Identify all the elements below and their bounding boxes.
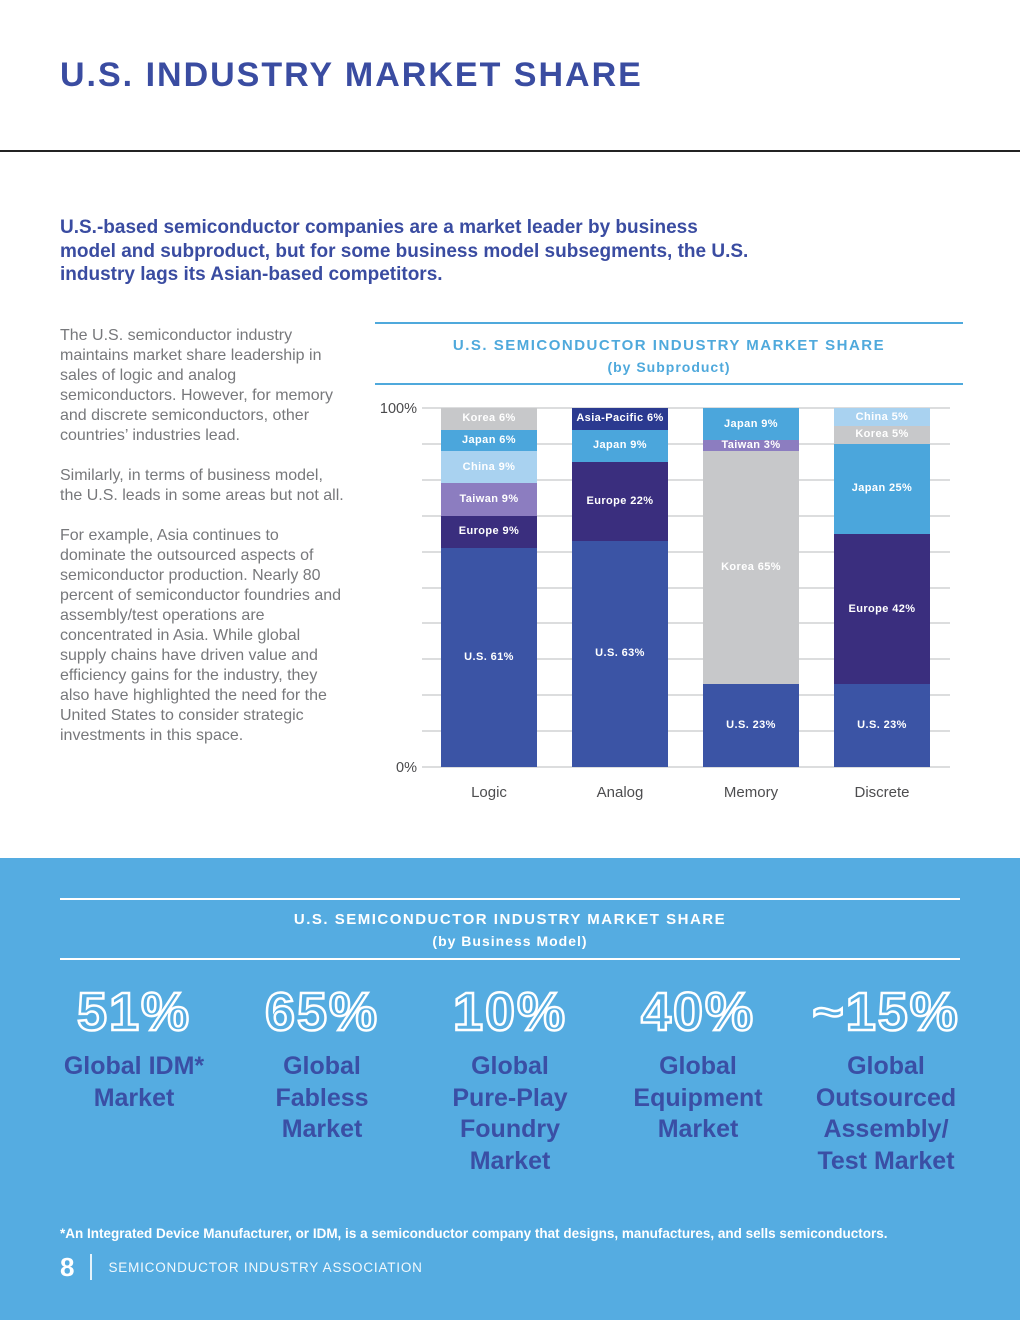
stacked-bar-discrete xyxy=(834,408,930,767)
section-subtitle: (by Business Model) xyxy=(432,933,588,949)
bar-segment-label: Japan 9% xyxy=(724,417,778,430)
subproduct-market-share-chart xyxy=(375,322,963,812)
bar-segment-label: Europe 9% xyxy=(458,525,520,538)
stacked-bar-analog xyxy=(572,408,668,767)
bar-segment xyxy=(441,548,537,767)
stat-value: 40% xyxy=(640,982,756,1042)
stat-label-line: Foundry xyxy=(460,1115,560,1143)
bar-segment-label: Taiwan 3% xyxy=(721,439,781,452)
bar-segment xyxy=(834,408,930,426)
bar-segment-label: China 9% xyxy=(462,460,516,473)
stat-column xyxy=(40,983,228,1177)
bar-segment xyxy=(703,684,799,767)
stat-label-line: Market xyxy=(93,1083,175,1112)
bar-segment-label: Japan 6% xyxy=(462,433,516,446)
bar-segment-label: Japan 25% xyxy=(851,482,913,495)
bar-segment xyxy=(572,541,668,767)
header-divider xyxy=(0,150,1020,152)
body-paragraph: For example, Asia continues to dominate the outsourced aspects of semiconductor production. Nearly 80 percent of semiconductor foundries and assembly/test operations are concentrated in Asia. While global supply chains have driven value and efficiency gains for the industry, they also have highlighted the need for the United States to consider strategic investments in this space. xyxy=(60,527,342,744)
bar-segment xyxy=(834,534,930,685)
stat-label-line: Global IDM* xyxy=(63,1052,205,1080)
stat-column xyxy=(228,983,416,1177)
stats-row xyxy=(40,983,980,1177)
bar-segment-label: Korea 5% xyxy=(855,428,909,441)
bar-segment xyxy=(441,408,537,430)
bar-segment-label: U.S. 61% xyxy=(464,651,514,663)
body-paragraph: Similarly, in terms of business model, the U.S. leads in some areas but not all. xyxy=(60,467,344,504)
page-footer xyxy=(60,1252,423,1282)
stat-label-line: Test Market xyxy=(817,1146,955,1175)
bar-segment-label: China 5% xyxy=(855,410,909,423)
stat-label-line: Global xyxy=(847,1052,925,1080)
bar-segment xyxy=(572,462,668,541)
bar-segment xyxy=(703,440,799,451)
body-paragraph: The U.S. semiconductor industry maintains market share leadership in sales of logic and analog semiconductors. However, for memory and discrete semiconductors, other countries’ industries lead. xyxy=(60,327,333,444)
stat-label-line: Assembly/ xyxy=(823,1115,949,1143)
bar-segment xyxy=(703,408,799,440)
stat-label xyxy=(792,1051,980,1177)
bar-segment xyxy=(703,451,799,684)
bar-segment-label: U.S. 63% xyxy=(595,647,645,660)
page-number: 8 xyxy=(60,1251,75,1282)
bar-segment-label: Taiwan 9% xyxy=(459,493,519,506)
stat-value: 10% xyxy=(452,982,568,1042)
stat-label-line: Outsourced xyxy=(815,1083,957,1112)
chart-top-rule xyxy=(375,322,963,324)
bar-segment-label: Asia-Pacific 6% xyxy=(576,412,664,425)
y-axis-label-0: 0% xyxy=(396,760,417,776)
stat-value: 65% xyxy=(264,982,380,1042)
bar-segment-label: Europe 22% xyxy=(586,494,654,507)
stat-label xyxy=(604,1051,792,1146)
stat-label-line: Global xyxy=(283,1052,361,1080)
bar-segment xyxy=(441,451,537,483)
category-label-analog: Analog xyxy=(596,784,644,801)
stacked-bar-plot xyxy=(422,408,950,767)
stat-label xyxy=(40,1051,228,1114)
stat-label-line: Market xyxy=(657,1115,739,1143)
bar-segment xyxy=(572,430,668,462)
stat-value: ~15% xyxy=(812,982,960,1042)
chart-bottom-rule xyxy=(375,383,963,385)
bar-segment xyxy=(834,684,930,767)
business-model-section xyxy=(0,858,1020,1320)
stat-label-line: Fabless xyxy=(275,1083,369,1112)
category-label-memory: Memory xyxy=(723,784,779,801)
stat-column xyxy=(604,983,792,1177)
page-title: U.S. INDUSTRY MARKET SHARE xyxy=(60,56,643,94)
stacked-bar-memory xyxy=(703,408,799,767)
bar-segment xyxy=(441,483,537,515)
bar-segment xyxy=(572,408,668,430)
category-label-discrete: Discrete xyxy=(854,784,910,801)
chart-subtitle: (by Subproduct) xyxy=(607,359,731,375)
bar-segment xyxy=(441,430,537,452)
stat-label xyxy=(416,1051,604,1177)
stat-value: 51% xyxy=(76,982,192,1042)
footer-organization: SEMICONDUCTOR INDUSTRY ASSOCIATION xyxy=(108,1259,423,1275)
bar-segment-label: Europe 42% xyxy=(848,602,916,615)
intro-statement: U.S.-based semiconductor companies are a market leader by business model and subproduct, but for some business model subsegments, the U.S. industry lags its Asian-based competitors. xyxy=(60,217,749,285)
chart-title: U.S. SEMICONDUCTOR INDUSTRY MARKET SHARE xyxy=(452,337,886,354)
stat-column xyxy=(792,983,980,1177)
section-top-rule xyxy=(60,898,960,900)
bar-segment xyxy=(834,426,930,444)
stat-label-line: Market xyxy=(469,1146,551,1175)
section-title: U.S. SEMICONDUCTOR INDUSTRY MARKET SHARE xyxy=(293,911,727,928)
category-label-logic: Logic xyxy=(471,784,507,801)
bar-segment-label: Japan 9% xyxy=(593,439,647,452)
stat-label-line: Equipment xyxy=(633,1083,763,1112)
bar-segment xyxy=(834,444,930,534)
section-bottom-rule xyxy=(60,958,960,960)
stat-label xyxy=(228,1051,416,1146)
stat-label-line: Market xyxy=(281,1115,363,1143)
bar-segment-label: U.S. 23% xyxy=(726,719,776,732)
stat-label-line: Global xyxy=(471,1052,549,1080)
stat-label-line: Global xyxy=(659,1052,737,1080)
footer-divider xyxy=(90,1254,92,1280)
y-axis-label-100: 100% xyxy=(379,401,417,417)
stat-label-line: Pure-Play xyxy=(452,1083,568,1112)
body-text-column xyxy=(60,326,345,766)
bar-segment xyxy=(441,516,537,548)
bar-segment-label: Korea 6% xyxy=(462,412,516,425)
bar-segment-label: Korea 65% xyxy=(721,561,781,574)
stacked-bar-logic xyxy=(441,408,537,767)
idm-footnote: *An Integrated Device Manufacturer, or IDM, is a semiconductor company that designs, manufactures, and sells semiconductors. xyxy=(60,1226,888,1241)
stat-column xyxy=(416,983,604,1177)
bar-segment-label: U.S. 23% xyxy=(857,719,907,732)
